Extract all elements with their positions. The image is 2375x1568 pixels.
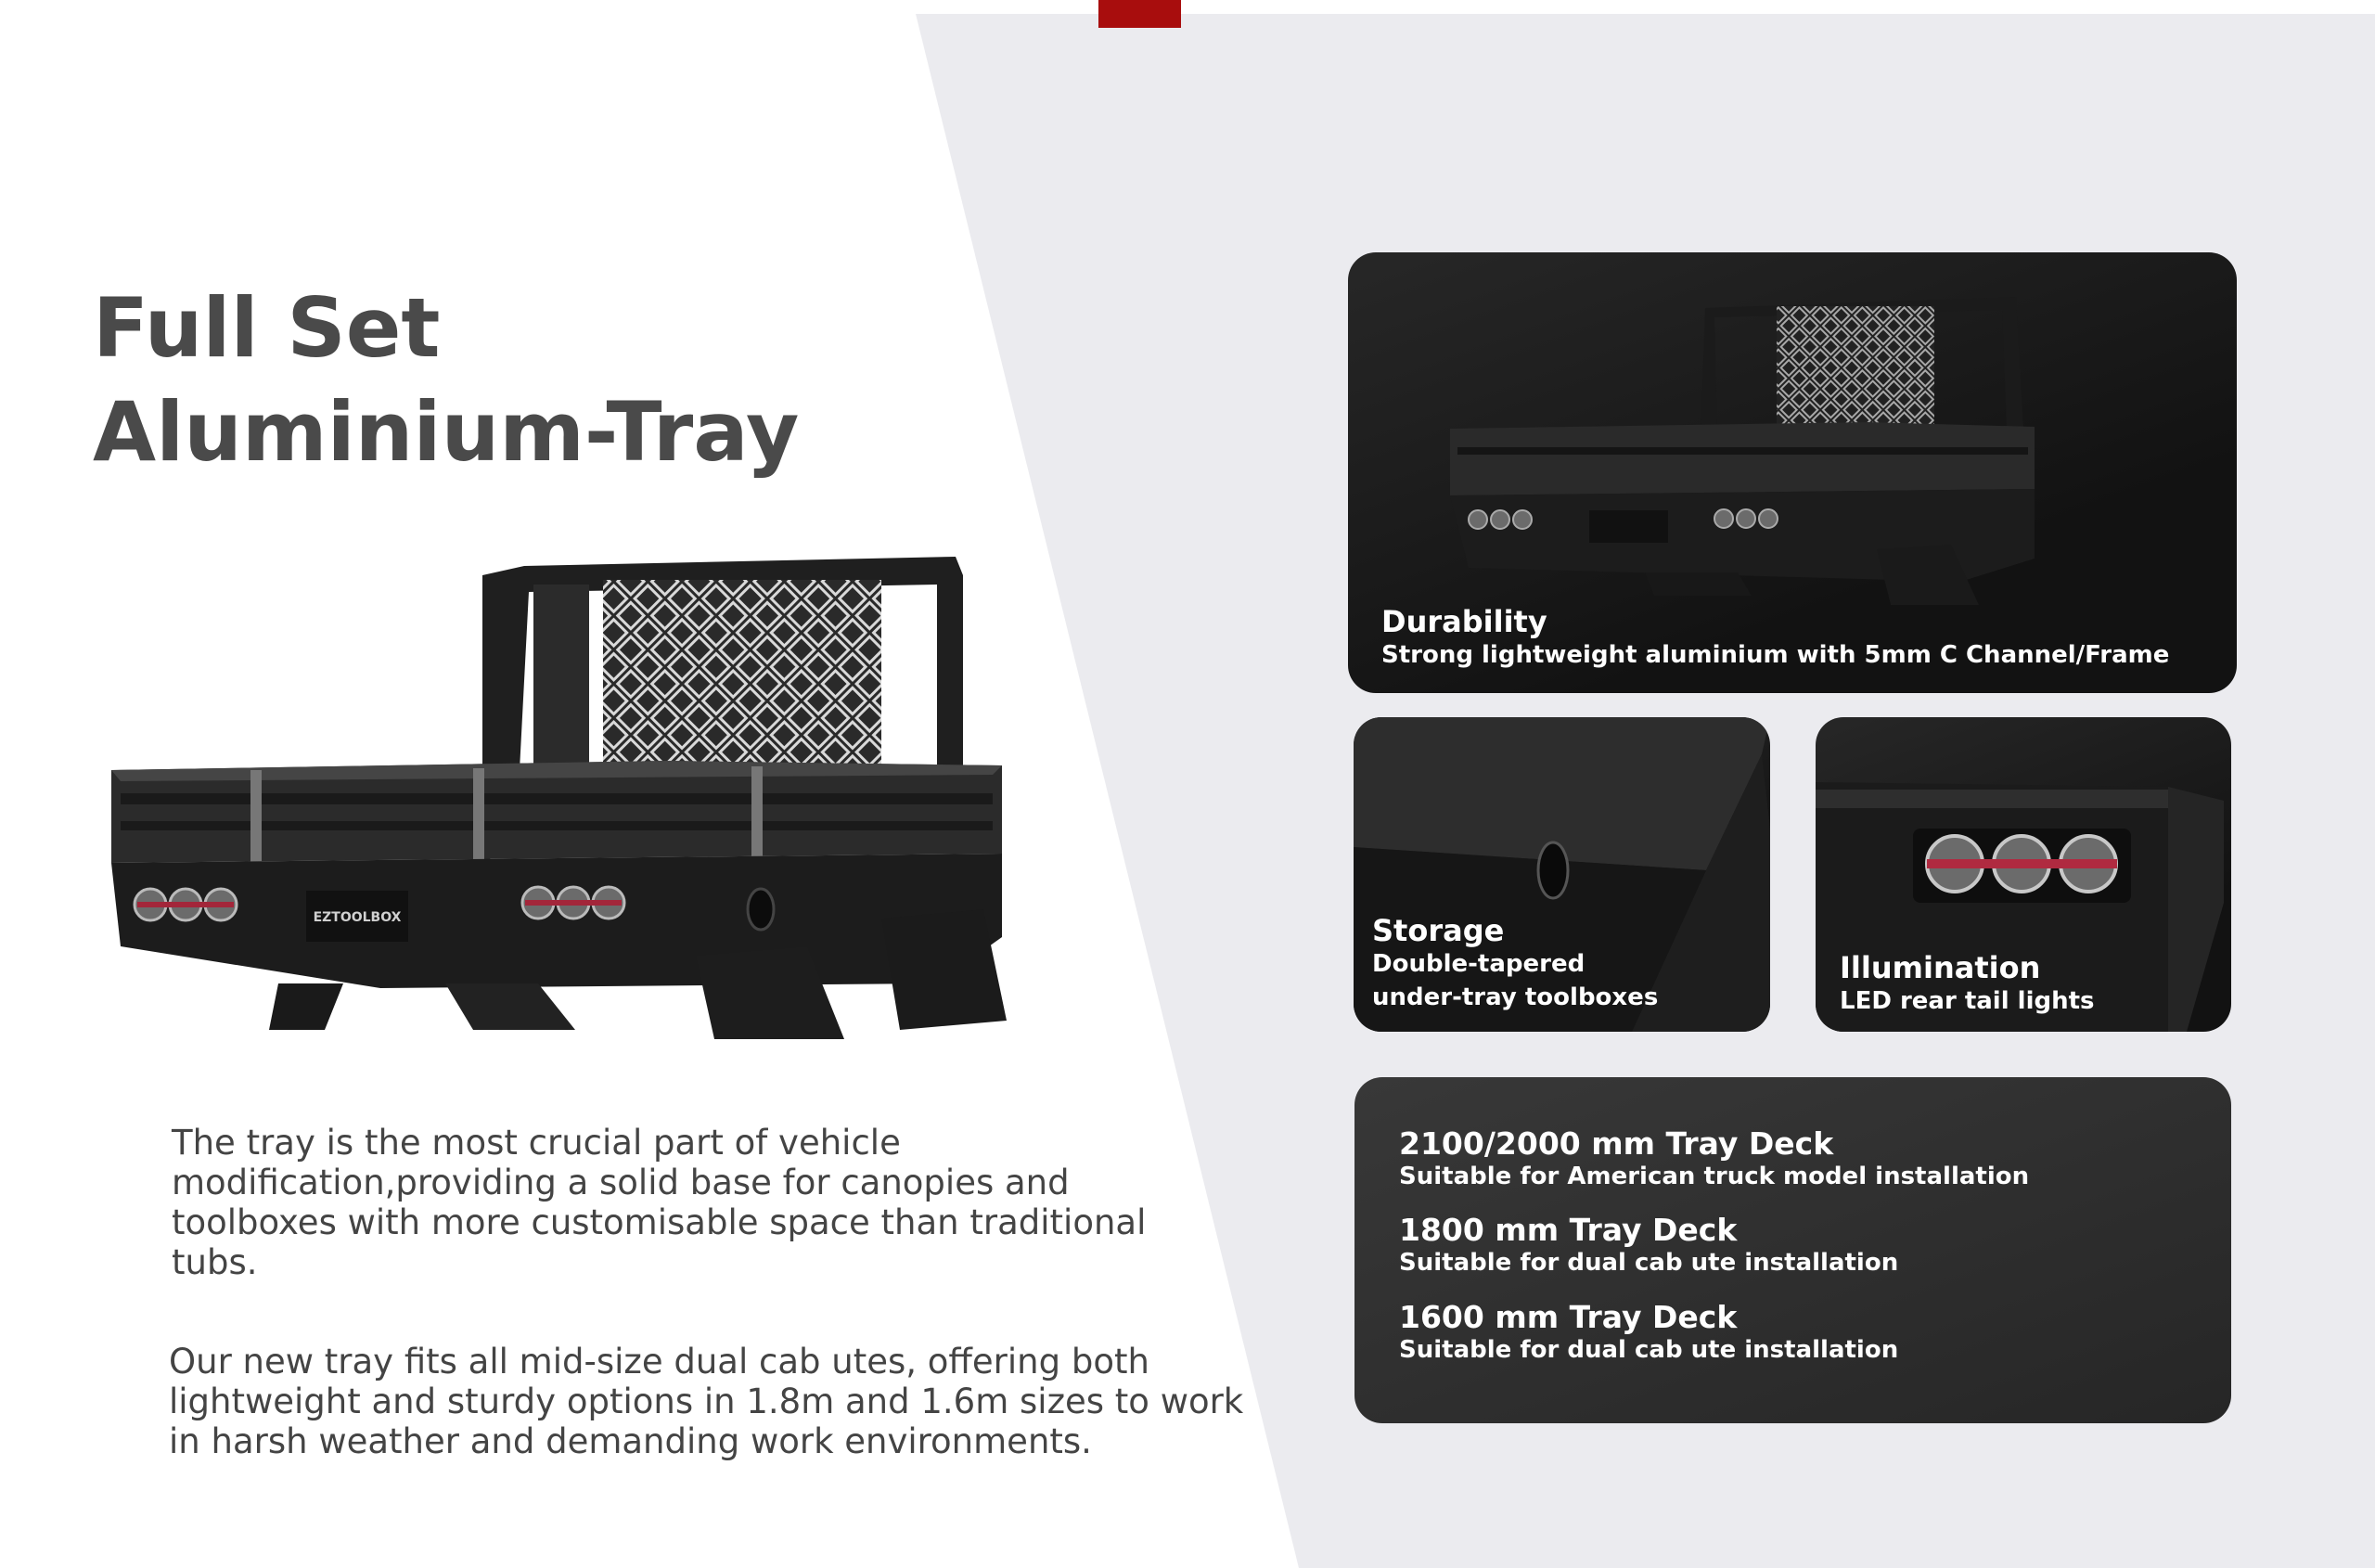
storage-label [1372, 914, 1658, 1014]
accent-bar [1098, 0, 1181, 28]
tail-lights-right [522, 887, 624, 919]
title-line-2: Aluminium-Tray [93, 384, 800, 480]
feature-card-illumination [1816, 717, 2231, 1032]
tray-badge: EZTOOLBOX [313, 910, 402, 925]
spec-subtitle: Suitable for American truck model installation [1399, 1163, 2030, 1190]
tray-product-image [102, 547, 1021, 1048]
tail-lights-left [135, 889, 237, 920]
spec-title: 2100/2000 mm Tray Deck [1399, 1125, 1834, 1162]
spec-item [1399, 1125, 2029, 1190]
title-line-1: Full Set [93, 280, 441, 376]
spec-subtitle: Suitable for dual cab ute installation [1399, 1249, 1899, 1277]
spec-item [1399, 1212, 1898, 1277]
illumination-heading: Illumination [1840, 950, 2041, 985]
feature-card-storage [1354, 717, 1770, 1032]
spec-item [1399, 1299, 1898, 1364]
tray-sizes-card [1354, 1077, 2231, 1423]
spec-title: 1800 mm Tray Deck [1399, 1212, 1738, 1248]
feature-card-durability [1348, 252, 2237, 693]
storage-line-1: Double-tapered [1372, 950, 1585, 978]
durability-heading: Durability [1381, 604, 1547, 639]
storage-heading: Storage [1372, 913, 1505, 948]
durability-label [1381, 605, 2169, 672]
page-title [93, 276, 799, 484]
spec-title: 1600 mm Tray Deck [1399, 1299, 1738, 1335]
storage-line-2: under-tray toolboxes [1372, 983, 1659, 1011]
spec-subtitle: Suitable for dual cab ute installation [1399, 1336, 1899, 1364]
description-paragraph-1: The tray is the most crucial part of vehicle modification,providing a solid base for canopies and toolboxes with more customisable space than traditional tubs. [172, 1123, 1147, 1282]
illumination-text: LED rear tail lights [1840, 987, 2095, 1015]
description-paragraph-2: Our new tray fits all mid-size dual cab utes, offering both lightweight and sturdy options in 1.8m and 1.6m sizes to work in harsh weather and demanding work environments. [169, 1342, 1244, 1461]
illumination-label [1840, 951, 2095, 1018]
durability-text: Strong lightweight aluminium with 5mm C Channel/Frame [1381, 641, 2170, 669]
